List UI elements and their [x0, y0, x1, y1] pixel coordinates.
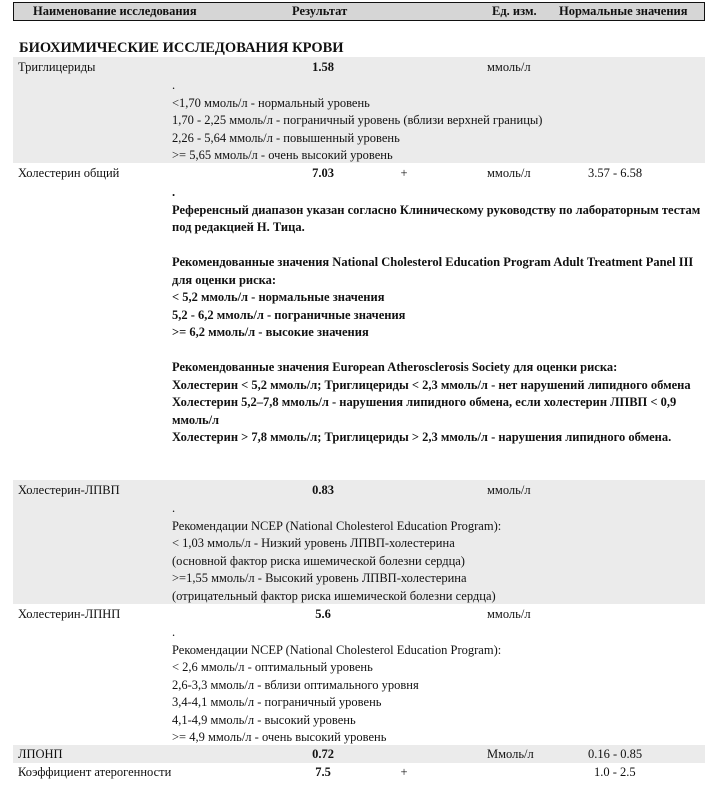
- note-line: < 2,6 ммоль/л - оптимальный уровень: [172, 660, 373, 674]
- note-line: < 1,03 ммоль/л - Низкий уровень ЛПВП-холестерина: [172, 536, 455, 550]
- note-line: (основной фактор риска ишемической болезни сердца): [172, 553, 465, 568]
- test-result: 5.6: [315, 607, 331, 621]
- test-normal-range: 3.57 - 6.58: [588, 166, 643, 180]
- note-line: 5,2 - 6,2 ммоль/л - пограничные значения: [172, 307, 406, 322]
- test-notes: [172, 624, 702, 747]
- note-line: 3,4-4,1 ммоль/л - пограничный уровень: [172, 695, 382, 709]
- note-line: >= 6,2 ммоль/л - высокие значения: [172, 325, 369, 339]
- test-units: ммоль/л: [487, 607, 531, 621]
- note-line: 2,6-3,3 ммоль/л - вблизи оптимального уровня: [172, 677, 419, 692]
- test-normal-range: 0.16 - 0.85: [588, 747, 643, 761]
- note-line: [172, 342, 702, 360]
- note-line: .: [172, 185, 176, 199]
- table-row-total-cholesterol: [13, 163, 705, 480]
- test-units: ммоль/л: [487, 60, 531, 74]
- table-row-triglycerides: [13, 57, 705, 163]
- note-line: Референсный диапазон указан согласно Клиническому руководству по лабораторным тестам под редакцией Н. Тица.: [172, 202, 701, 234]
- test-result: 0.83: [312, 483, 334, 497]
- test-notes: [172, 184, 702, 447]
- test-units: Ммоль/л: [487, 747, 534, 761]
- note-line: < 5,2 ммоль/л - нормальные значения: [172, 290, 385, 304]
- section-title: БИОХИМИЧЕСКИЕ ИССЛЕДОВАНИЯ КРОВИ: [19, 40, 344, 56]
- note-line: [172, 237, 702, 255]
- note-line: Рекомендации NCEP (National Cholesterol Education Program):: [172, 518, 502, 533]
- header-units: Ед. изм.: [492, 4, 537, 18]
- test-name: Холестерин-ЛПВП: [18, 483, 120, 497]
- abnormal-flag: +: [400, 166, 408, 180]
- table-row-ldl-cholesterol: [13, 604, 705, 745]
- table-row-hdl-cholesterol: [13, 480, 705, 604]
- note-line: 4,1-4,9 ммоль/л - высокий уровень: [172, 712, 356, 727]
- test-result: 0.72: [312, 747, 334, 761]
- test-notes: [172, 77, 702, 165]
- note-line: Холестерин 5,2–7,8 ммоль/л - нарушения липидного обмена, если холестерин ЛПВП < 0,9 ммоль/л: [172, 395, 677, 427]
- note-line: Рекомендованные значения National Cholesterol Education Program Adult Treatment Panel III для оценки риска:: [172, 255, 694, 287]
- note-line: Рекомендации NCEP (National Cholesterol Education Program):: [172, 642, 502, 657]
- note-line: 2,26 - 5,64 ммоль/л - повышенный уровень: [172, 130, 400, 145]
- test-result: 7.03: [312, 166, 334, 180]
- note-line: >= 5,65 ммоль/л - очень высокий уровень: [172, 148, 393, 162]
- test-normal-range: 1.0 - 2.5: [594, 765, 636, 779]
- test-units: ммоль/л: [487, 483, 531, 497]
- test-notes: [172, 500, 702, 605]
- test-name: Триглицериды: [18, 60, 96, 74]
- note-line: (отрицательный фактор риска ишемической болезни сердца): [172, 588, 496, 603]
- test-result: 1.58: [312, 60, 334, 74]
- note-line: Холестерин < 5,2 ммоль/л; Триглицериды < 2,3 ммоль/л - нет нарушений липидного обмена: [172, 377, 691, 392]
- header-normal: Нормальные значения: [559, 4, 688, 18]
- test-name: Коэффициент атерогенности: [18, 765, 172, 779]
- note-line: <1,70 ммоль/л - нормальный уровень: [172, 95, 370, 110]
- note-line: .: [172, 78, 176, 92]
- test-name: Холестерин-ЛПНП: [18, 607, 121, 621]
- table-row-vldl: [13, 745, 705, 763]
- note-line: Рекомендованные значения European Atherosclerosis Society для оценки риска:: [172, 360, 618, 374]
- test-units: ммоль/л: [487, 166, 531, 180]
- note-line: 1,70 - 2,25 ммоль/л - пограничный уровень (вблизи верхней границы): [172, 113, 543, 127]
- abnormal-flag: +: [400, 765, 408, 779]
- note-line: .: [172, 625, 176, 639]
- test-name: Холестерин общий: [18, 166, 120, 180]
- table-row-atherogenic-coefficient: [13, 763, 705, 783]
- header-name: Наименование исследования: [33, 4, 197, 18]
- note-line: >= 4,9 ммоль/л - очень высокий уровень: [172, 730, 387, 744]
- note-line: Холестерин > 7,8 ммоль/л; Триглицериды > 2,3 ммоль/л - нарушения липидного обмена.: [172, 430, 672, 444]
- test-name: ЛПОНП: [18, 747, 63, 761]
- header-result: Результат: [292, 4, 348, 18]
- table-header: [13, 2, 705, 21]
- test-result: 7.5: [315, 765, 331, 779]
- note-line: >=1,55 ммоль/л - Высокий уровень ЛПВП-холестерина: [172, 571, 467, 585]
- note-line: .: [172, 501, 176, 515]
